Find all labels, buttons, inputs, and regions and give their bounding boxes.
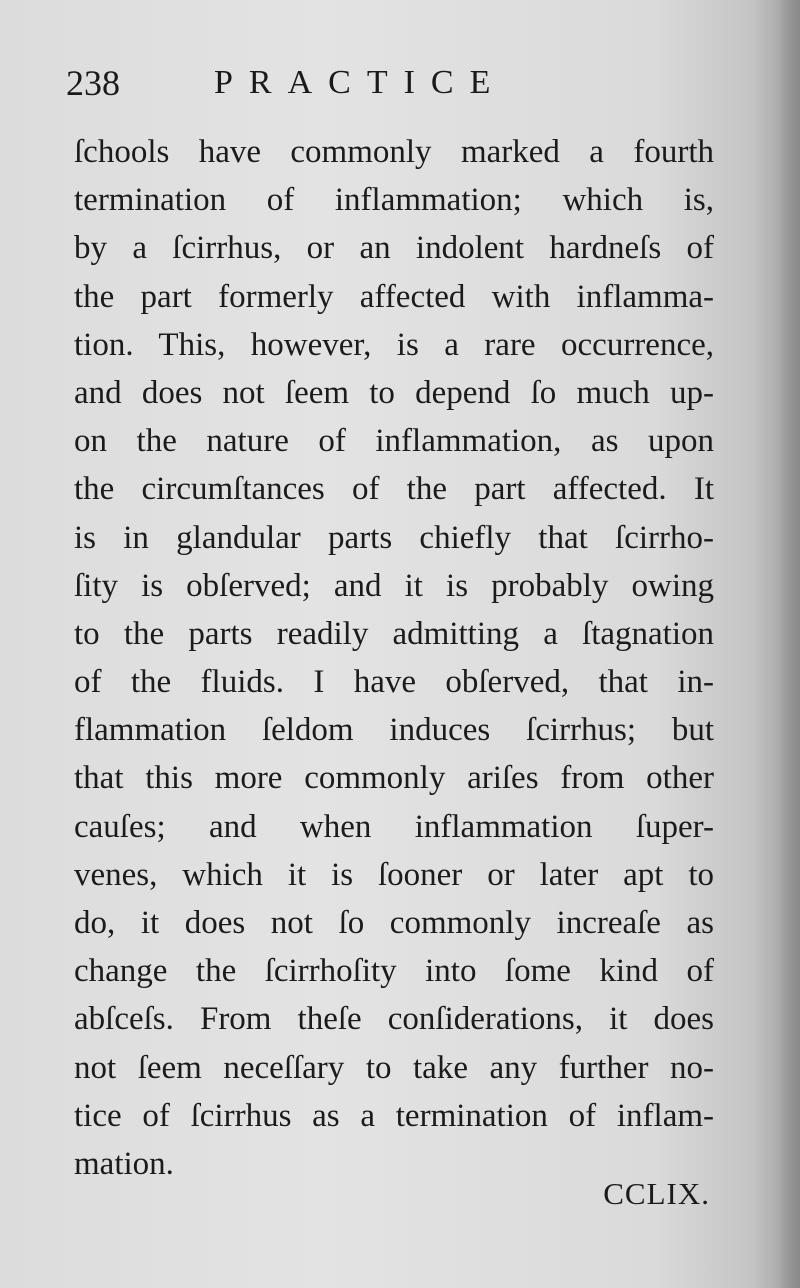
page-spine-shadow [778,0,800,1288]
text-line: that this more commonly ariſes from other [74,760,714,797]
body-text [74,128,714,1188]
text-line: ſity is obſerved; and it is probably owing [74,567,714,604]
text-line: termination of inflammation; which is, [74,182,714,219]
text-line: on the nature of inflammation, as upon [74,423,714,460]
text-line: tion. This, however, is a rare occurrence, [74,326,714,363]
text-line: not ſeem neceſſary to take any further no- [74,1049,714,1086]
page-number: 238 [66,63,120,103]
page-header [66,62,586,112]
text-line: mation. [74,1145,174,1182]
text-line: cauſes; and when inflammation ſuper- [74,808,714,845]
text-line: by a ſcirrhus, or an indolent hardneſs of [74,230,714,267]
text-line: the circumſtances of the part affected. It [74,471,714,508]
text-line: do, it does not ſo commonly increaſe as [74,905,714,941]
text-line: is in glandular parts chiefly that ſcirrho- [74,519,714,556]
text-line: the part formerly affected with inflamma- [74,278,714,315]
text-line: to the parts readily admitting a ſtagnation [74,615,714,652]
text-line: abſceſs. From theſe conſiderations, it does [74,1001,714,1038]
text-line: venes, which it is ſooner or later apt to [74,856,714,893]
text-line: of the fluids. I have obſerved, that in- [74,664,714,701]
text-line: and does not ſeem to depend ſo much up- [74,374,714,411]
running-head: PRACTICE [214,64,507,101]
text-line: ſchools have commonly marked a fourth [74,134,714,170]
text-line: tice of ſcirrhus as a termination of inflam- [74,1097,714,1134]
catchword: CCLIX. [603,1176,710,1211]
text-line: flammation ſeldom induces ſcirrhus; but [74,712,714,749]
text-line: change the ſcirrhoſity into ſome kind of [74,953,714,990]
